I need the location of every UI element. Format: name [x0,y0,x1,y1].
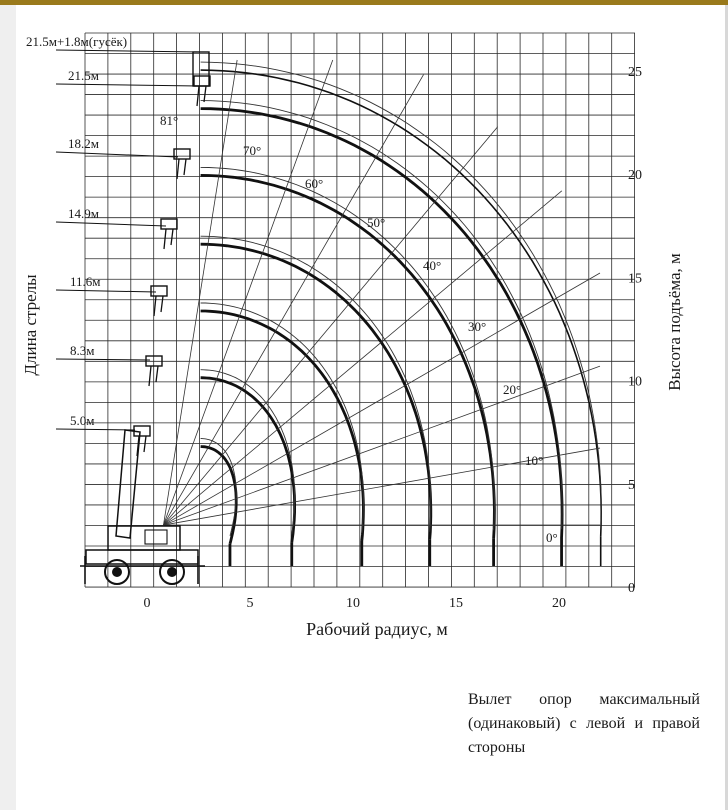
crane-chassis [86,550,198,564]
boom-arc [201,175,495,538]
x-tick-label: 10 [346,596,360,611]
crane-illustration [80,430,205,584]
y-tick-label: 25 [628,64,642,80]
y-tick-label: 5 [628,477,635,493]
hook-line [204,86,206,102]
boom-length-leader [56,429,135,430]
outrigger-note: Вылет опор максимальный (одинаковый) с левой и правой стороны [468,691,700,756]
crane-boom [116,430,140,538]
angle-label: 60° [305,176,324,191]
boom-length-label: 18.2м [68,136,99,151]
hook-line [197,86,199,106]
jib-head [193,52,209,86]
hook-line [164,229,166,249]
boom-arc-thin [201,167,495,530]
y-tick-label: 0 [628,581,635,596]
x-tick-label: 5 [246,596,254,611]
boom-length-leader [56,359,150,360]
x-tick-label: 0 [143,596,151,611]
boom-length-label: 21.5м+1.8м(гусёк) [26,34,128,49]
boom-length-label: 11.6м [70,274,101,289]
hook-line [144,436,146,452]
boom-arcs [201,62,602,566]
angle-label: 50° [367,215,386,230]
boom-head-block [194,76,210,86]
boom-length-leader [56,290,156,292]
hook-line [161,296,163,312]
hook-line [149,366,151,386]
boom-arc-thin [201,101,562,529]
angle-label: 10° [525,453,544,468]
x-tick-label: 20 [552,596,566,611]
boom-length-leader [56,50,200,52]
angle-ray [163,60,237,525]
angle-ray [163,191,561,525]
y-tick-label: 15 [628,271,642,287]
angle-label: 30° [468,319,487,334]
wheel-hub [112,567,122,577]
x-axis-title: Рабочий радиус, м [306,619,448,639]
hook-line [154,296,156,316]
wheel-hub [167,567,177,577]
angle-label: 70° [243,143,262,158]
angle-label: 40° [423,258,442,273]
crane-cab [108,526,180,550]
boom-length-leader [56,222,166,226]
labels [26,34,642,611]
angle-ray [163,273,600,525]
boom-length-label: 8.3м [70,343,95,358]
y-tick-label: 20 [628,168,642,183]
hook-line [171,229,173,245]
y-tick-label: 10 [628,374,642,390]
hook-line [177,159,179,179]
boom-length-label: 14.9м [68,206,99,221]
boom-head-block [161,219,177,229]
boom-length-label: 21.5м [68,68,99,83]
x-tick-label: 15 [449,596,463,611]
y-axis-left-title: Длина стрелы [21,274,40,376]
hook-line [184,159,186,175]
angle-label: 20° [503,382,522,397]
angle-ray [163,60,332,525]
angle-ray [163,366,600,525]
angle-label: 81° [160,113,179,128]
boom-length-label: 5.0м [70,413,95,428]
crane-window [145,530,167,544]
hook-line [156,366,158,382]
y-axis-right-title: Высота подъёма, м [665,253,684,391]
angle-label: 0° [546,530,558,545]
